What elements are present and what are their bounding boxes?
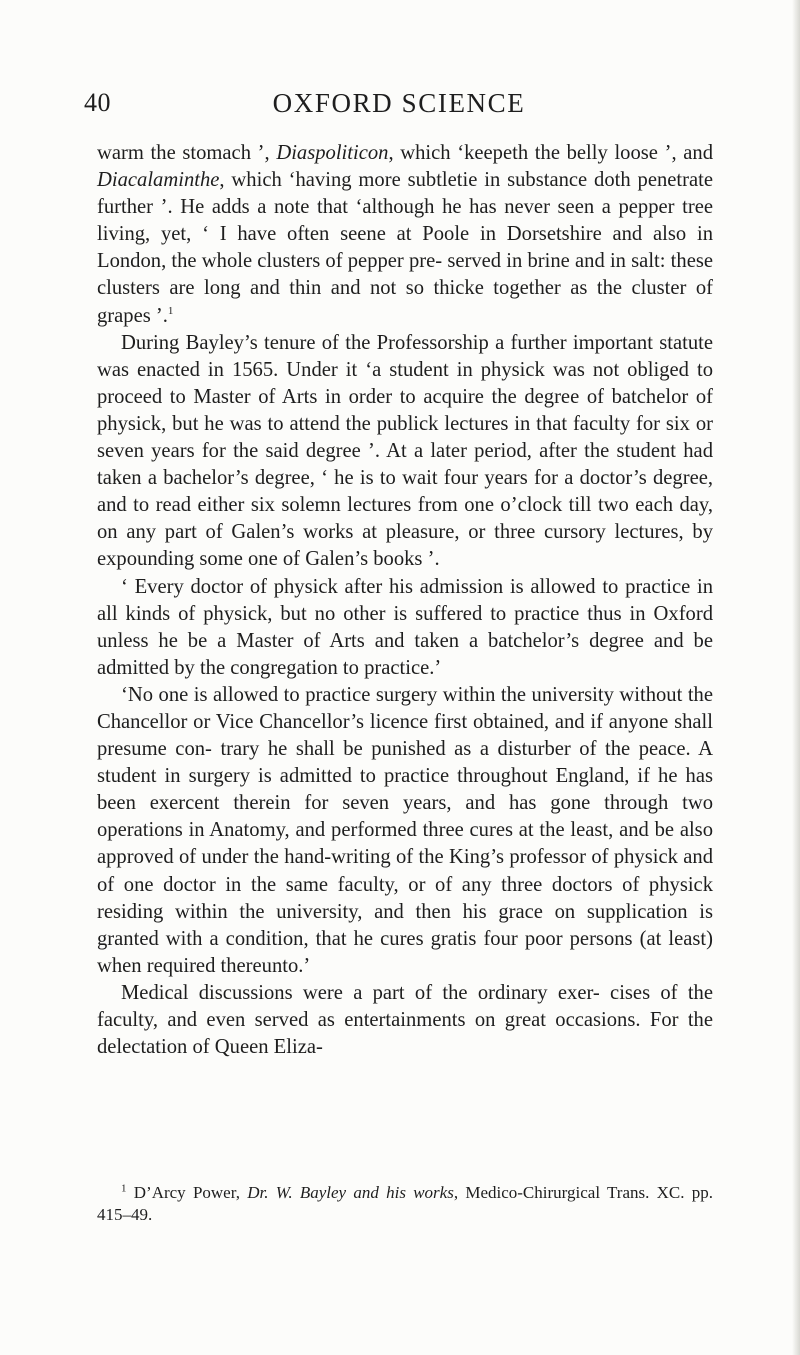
p1-term-diaspoliticon: Diaspoliticon bbox=[276, 142, 389, 164]
p1-text-c: , which ‘having more subtletie in substance doth penetrate further ’. He adds a note that ‘although he has never seen a pepper tree living, yet, ‘ I have often seene at Poole in Dorsetshire and also in London, the whole clusters of pepper pre- served in brine and in salt: these clusters are long and thin and not so thicke together as the cluster of grapes ’. bbox=[97, 169, 713, 327]
footnote-reference: 1 bbox=[167, 304, 174, 317]
p1-term-diacalaminthe: Diacalaminthe bbox=[97, 169, 220, 192]
page-edge-shadow bbox=[792, 0, 800, 1355]
p1-text-b: , which ‘keepeth the belly loose ’, and bbox=[388, 142, 713, 164]
paragraph-4: ‘No one is allowed to practice surgery within the university without the Chancellor or Vice Chancellor’s licence first obtained, and if anyone shall presume con- trary he shall be punished as a disturber of the peace. A student in surgery is admitted to practice throughout England, if he has been exercent therein for seven years, and has gone through two operations in Anatomy, and performed three cures at the least, and be also approved of under the hand-writing of the King’s professor of physick and of one doctor in the same faculty, or of any three doctors of physick residing within the university, and then his grace on supplication is granted with a condition, that he cures gratis four poor persons (at least) when required thereunto.’ bbox=[97, 683, 713, 977]
footnote bbox=[97, 1182, 713, 1226]
paragraph-1 bbox=[97, 140, 713, 330]
footnote-title: Dr. W. Bayley and his works bbox=[247, 1183, 454, 1202]
paragraph-3: ‘ Every doctor of physick after his admission is allowed to practice in all kinds of physick, but no other is suffered to practice thus in Oxford unless he be a Master of Arts and taken a batchelor’s degree and be admitted by the congregation to practice.’ bbox=[97, 575, 713, 679]
body-text bbox=[97, 140, 713, 1061]
footnote-text bbox=[97, 1182, 713, 1226]
footnote-mark: 1 bbox=[121, 1182, 127, 1195]
running-head: OXFORD SCIENCE bbox=[272, 88, 526, 118]
footnote-author: D’Arcy Power, bbox=[133, 1183, 248, 1202]
page-number: 40 bbox=[84, 88, 111, 117]
paragraph-2: During Bayley’s tenure of the Professorship a further important statute was enacted in 1565. Under it ‘a student in physick was not obliged to proceed to Master of Arts in order to acquire the degree of batchelor of physick, but he was to attend the publick lectures in that faculty for six or seven years for the said degree ’. At a later period, after the student had taken a bachelor’s degree, ‘ he is to wait four years for a doctor’s degree, and to read either six solemn lectures from one o’clock till two each day, on any part of Galen’s works at pleasure, or three cursory lectures, by expounding some one of Galen’s books ’. bbox=[97, 331, 713, 571]
footnote-citation: , Medico-Chirurgical Trans. XC. pp. 415–49. bbox=[97, 1183, 713, 1224]
paragraph-5: Medical discussions were a part of the ordinary exer- cises of the faculty, and even served as entertainments on great occasions. For the delectation of Queen Eliza- bbox=[97, 981, 713, 1059]
page-header bbox=[84, 88, 714, 128]
p1-text-a: warm the stomach ’, bbox=[97, 142, 277, 164]
